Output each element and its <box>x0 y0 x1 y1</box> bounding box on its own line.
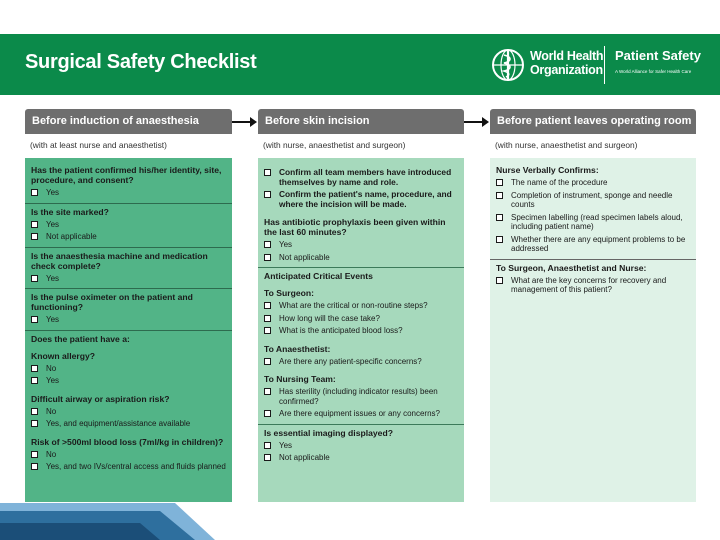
checklist-item-label: What are the key concerns for recovery and management of this patient? <box>511 275 667 294</box>
checklist-item-label: Yes <box>46 273 60 283</box>
checkbox[interactable] <box>496 277 503 284</box>
checkbox[interactable] <box>31 377 38 384</box>
checklist-item <box>496 213 690 232</box>
checkbox[interactable] <box>264 410 271 417</box>
checklist-item-label: Yes <box>46 219 60 229</box>
checkbox[interactable] <box>31 275 38 282</box>
checklist-question: Is the pulse oximeter on the patient and functioning? <box>31 292 193 312</box>
checklist-item-label: Yes <box>279 440 293 450</box>
checkbox[interactable] <box>264 315 271 322</box>
who-line-1: World Health <box>530 49 604 63</box>
checklist-item <box>264 326 458 336</box>
checkbox[interactable] <box>264 388 271 395</box>
checklist-item-label: Are there any patient-specific concerns? <box>279 356 422 366</box>
checklist-column-induction <box>25 158 232 502</box>
checklist-item <box>496 235 690 254</box>
checklist-question: Risk of >500ml blood loss (7ml/kg in children)? <box>31 436 224 447</box>
checklist-section <box>258 285 464 341</box>
checklist-section <box>258 162 464 214</box>
checklist-item-label: No <box>46 406 57 416</box>
checklist-item-label: Completion of instrument, sponge and needle counts <box>511 190 673 209</box>
column-subheading-induction: (with at least nurse and anaesthetist) <box>30 140 167 150</box>
checklist-item-label: Has sterility (including indicator results) been confirmed? <box>279 387 438 406</box>
checkbox[interactable] <box>31 316 38 323</box>
checklist-item-label: Not applicable <box>279 252 330 262</box>
checklist-question: Is the site marked? <box>31 206 109 217</box>
checklist-question: To Surgeon, Anaesthetist and Nurse: <box>496 262 647 273</box>
checklist-item-label: Yes <box>46 188 60 197</box>
checklist-item-label: Yes, and two IVs/central access and fluids planned <box>46 462 226 471</box>
who-wordmark <box>530 49 603 77</box>
checklist-item-label: Yes <box>279 240 293 249</box>
logo-divider <box>604 46 605 84</box>
checklist-question: Anticipated Critical Events <box>264 271 373 281</box>
checklist-section <box>25 391 232 434</box>
checklist-item <box>264 168 458 187</box>
checkbox[interactable] <box>31 451 38 458</box>
arrow-right-icon <box>462 115 490 129</box>
checklist-item <box>31 220 226 230</box>
checklist-question: To Surgeon: <box>264 288 314 298</box>
checklist-item-label: Not applicable <box>279 453 330 462</box>
checklist-item-label: Yes <box>46 315 60 324</box>
checklist-item <box>496 276 690 295</box>
checklist-section <box>25 330 232 348</box>
checkbox[interactable] <box>264 358 271 365</box>
checklist-item <box>496 178 690 188</box>
checklist-question: Is essential imaging displayed? <box>264 427 393 438</box>
who-emblem-icon <box>490 47 526 83</box>
checklist-item-label: Confirm the patient's name, procedure, and where the incision will be made. <box>279 189 452 209</box>
checklist-section <box>25 434 232 477</box>
checklist-item-label: The name of the procedure <box>511 178 608 187</box>
checklist-section <box>490 162 696 259</box>
checklist-item-label: Specimen labelling (read specimen labels aloud, including patient name) <box>511 212 683 231</box>
checklist-section <box>258 267 464 285</box>
checklist-section <box>25 162 232 203</box>
checklist-item <box>31 364 226 374</box>
checklist-item <box>31 419 226 429</box>
checklist-item-label: Are there equipment issues or any concerns? <box>279 409 440 418</box>
checkbox[interactable] <box>496 192 503 199</box>
checklist-item <box>264 314 458 324</box>
checklist-item <box>31 315 226 325</box>
checklist-item-label: What are the critical or non-routine steps? <box>279 301 428 310</box>
who-line-2: Organization <box>530 63 603 77</box>
checklist-item <box>31 450 226 460</box>
checklist-item <box>31 462 226 472</box>
checklist-section <box>25 203 232 247</box>
checklist-question: Nurse Verbally Confirms: <box>496 165 599 175</box>
column-subheading-incision: (with nurse, anaesthetist and surgeon) <box>263 140 406 150</box>
checklist-item-label: How long will the case take? <box>279 313 380 323</box>
footer-decoration <box>0 503 720 540</box>
checklist-section <box>490 259 696 300</box>
checkbox[interactable] <box>264 254 271 261</box>
checklist-question: Known allergy? <box>31 350 95 361</box>
checklist-item <box>31 376 226 386</box>
checkbox[interactable] <box>31 221 38 228</box>
checkbox[interactable] <box>264 302 271 309</box>
checklist-item-label: Confirm all team members have introduced themselves by name and role. <box>279 167 452 187</box>
checklist-item <box>31 407 226 417</box>
checklist-item <box>264 240 458 250</box>
checkbox[interactable] <box>264 191 271 198</box>
checklist-item <box>31 188 226 198</box>
checklist-section <box>258 341 464 372</box>
checklist-question: Has antibiotic prophylaxis been given within the last 60 minutes? <box>264 217 446 237</box>
checklist-section <box>258 214 464 267</box>
checkbox[interactable] <box>496 179 503 186</box>
arrow-right-icon <box>230 115 258 129</box>
checklist-item <box>264 409 458 419</box>
checkbox[interactable] <box>31 420 38 427</box>
checkbox[interactable] <box>496 236 503 243</box>
page-title: Surgical Safety Checklist <box>25 51 257 73</box>
checklist-section <box>258 371 464 424</box>
checklist-item-label: Whether there are any equipment problems to be addressed <box>511 234 686 253</box>
checklist-item <box>264 301 458 311</box>
column-heading-incision: Before skin incision <box>258 109 464 134</box>
checkbox[interactable] <box>264 169 271 176</box>
checkbox[interactable] <box>496 214 503 221</box>
checklist-item-label: No <box>46 363 57 373</box>
checkbox[interactable] <box>264 454 271 461</box>
checklist-question: Is the anaesthesia machine and medication check complete? <box>31 250 208 271</box>
column-heading-leaves-or: Before patient leaves operating room <box>490 109 696 134</box>
checkbox[interactable] <box>31 463 38 470</box>
checklist-item <box>264 253 458 263</box>
checklist-question: Has the patient confirmed his/her identity, site, procedure, and consent? <box>31 165 222 185</box>
checklist-section <box>258 424 464 468</box>
checklist-column-incision <box>258 158 464 502</box>
column-heading-induction: Before induction of anaesthesia <box>25 109 232 134</box>
checklist-item-label: Yes, and equipment/assistance available <box>46 419 191 428</box>
column-subheading-leaves-or: (with nurse, anaesthetist and surgeon) <box>495 140 638 150</box>
checkbox[interactable] <box>31 189 38 196</box>
checkbox[interactable] <box>264 241 271 248</box>
checklist-item <box>264 453 458 463</box>
checklist-item <box>31 274 226 284</box>
checklist-item <box>31 232 226 242</box>
checklist-item <box>264 357 458 367</box>
checklist-section <box>25 348 232 391</box>
checklist-section <box>25 288 232 330</box>
checkbox[interactable] <box>31 233 38 240</box>
checkbox[interactable] <box>31 365 38 372</box>
checklist-question: To Nursing Team: <box>264 374 336 384</box>
checkbox[interactable] <box>31 408 38 415</box>
checklist-question: To Anaesthetist: <box>264 343 331 354</box>
checklist-item-label: Not applicable <box>46 232 97 241</box>
checklist-item-label: What is the anticipated blood loss? <box>279 326 403 335</box>
checklist-item <box>264 190 458 209</box>
checkbox[interactable] <box>264 442 271 449</box>
checklist-section <box>25 247 232 289</box>
checklist-item-label: Yes <box>46 376 60 385</box>
checklist-question: Does the patient have a: <box>31 333 130 344</box>
checklist-item <box>496 191 690 210</box>
patient-safety-subtitle: A World Alliance for Safer Health Care <box>615 69 692 74</box>
checklist-item <box>264 387 458 406</box>
checkbox[interactable] <box>264 327 271 334</box>
checklist-question: Difficult airway or aspiration risk? <box>31 393 170 404</box>
checklist-item-label: No <box>46 449 57 459</box>
patient-safety-title: Patient Safety <box>615 48 701 63</box>
checklist-column-leaves-or <box>490 158 696 502</box>
header-banner <box>0 34 720 95</box>
checklist-item <box>264 441 458 451</box>
